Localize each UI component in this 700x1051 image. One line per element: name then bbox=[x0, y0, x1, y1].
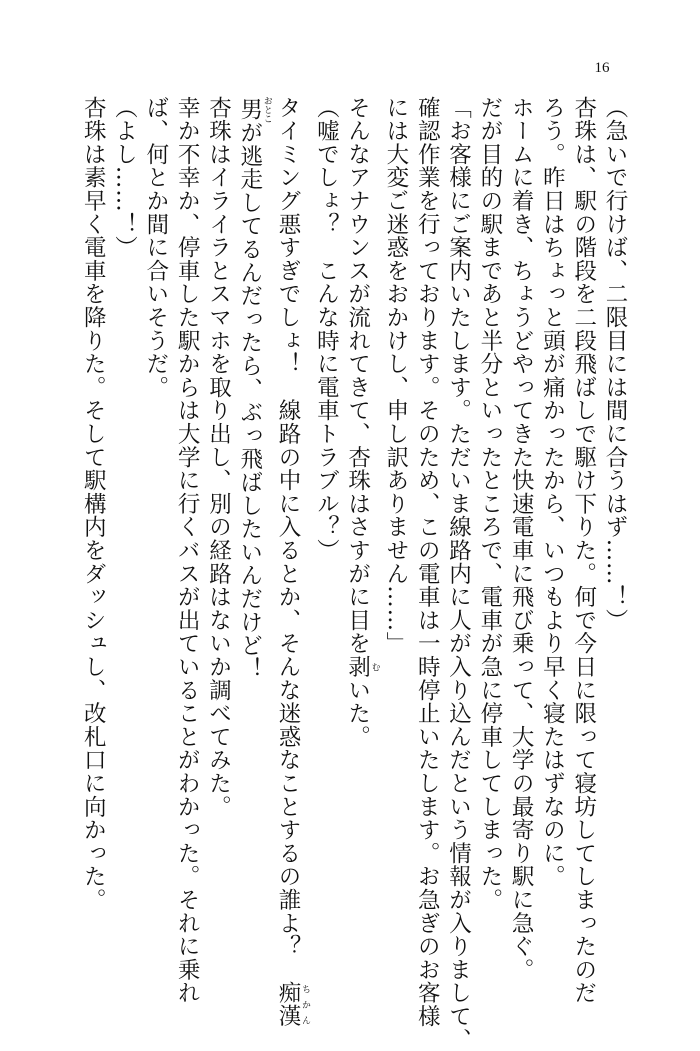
text-line: 杏珠は素早く電車を降りた。そして駅構内をダッシュし、改札口に向かった。 bbox=[80, 96, 107, 912]
line-segment: そんなアナウンスが流れてきて、杏珠はさすがに目を bbox=[344, 96, 371, 656]
text-line: （よし……！） bbox=[111, 96, 138, 260]
line-segment: が逃走してるんだったら、ぶっ飛ばしたいんだけど！ bbox=[236, 121, 263, 681]
text-line: には大変ご迷惑をおかけし、申し訳ありません……」 bbox=[382, 96, 409, 656]
novel-text-block bbox=[77, 96, 630, 1051]
text-line bbox=[233, 96, 271, 946]
text-line: ホームに着き、ちょうどやってきた快速電車に飛び乗って、大学の最寄り駅に急ぐ。 bbox=[508, 96, 535, 982]
text-line: （急いで行けば、二限目には間に合うはず……！） bbox=[602, 96, 628, 632]
text-line: だが目的の駅まであと半分といったところで、電車が急に停車してしまった。 bbox=[476, 96, 503, 912]
ruby-base: 痴漢 bbox=[275, 981, 302, 1029]
text-line bbox=[272, 96, 311, 1029]
ruby-reading: ちかん bbox=[300, 981, 311, 1029]
line-segment: いた。 bbox=[344, 678, 371, 749]
line-segment: タイミング悪すぎでしょ！ 線路の中に入るとか、そんな迷惑なことするの誰よ？ bbox=[275, 96, 302, 982]
text-line: （嘘でしょ？ こんな時に電車トラブル？） bbox=[313, 96, 340, 562]
text-line: 幸か不幸か、停車した駅からは大学に行くバスが出ていることがわかった。それに乗れ bbox=[174, 96, 201, 1005]
ruby-base: 男 bbox=[236, 96, 263, 123]
text-line: 「お客様にご案内いたします。ただいま線路内に人が入り込んだという情報が入りまして、 bbox=[445, 96, 472, 1051]
text-line: 杏珠はイライラとスマホを取り出し、別の経路はないか調べてみた。 bbox=[205, 96, 232, 819]
ruby-reading: おとこ bbox=[261, 96, 272, 123]
text-line: 確認作業を行っております。そのため、この電車は一時停止いたします。お急ぎのお客様 bbox=[414, 96, 441, 1028]
page-number: 16 bbox=[594, 60, 610, 76]
ruby-word bbox=[344, 655, 380, 679]
text-line: ろう。昨日はちょっと頭が痛かったから、いつもより早く寝たはずなのに。 bbox=[539, 96, 566, 889]
ruby-base: 剥 bbox=[344, 655, 371, 679]
text-line: 杏珠は、駅の階段を二段飛ばしで駆け下りた。何で今日に限って寝坊してしまったのだ bbox=[570, 96, 597, 1005]
text-line: ば、何とか間に合いそうだ。 bbox=[142, 96, 169, 399]
text-line bbox=[341, 96, 379, 946]
ruby-reading: む bbox=[369, 655, 380, 679]
ruby-word bbox=[236, 96, 272, 123]
